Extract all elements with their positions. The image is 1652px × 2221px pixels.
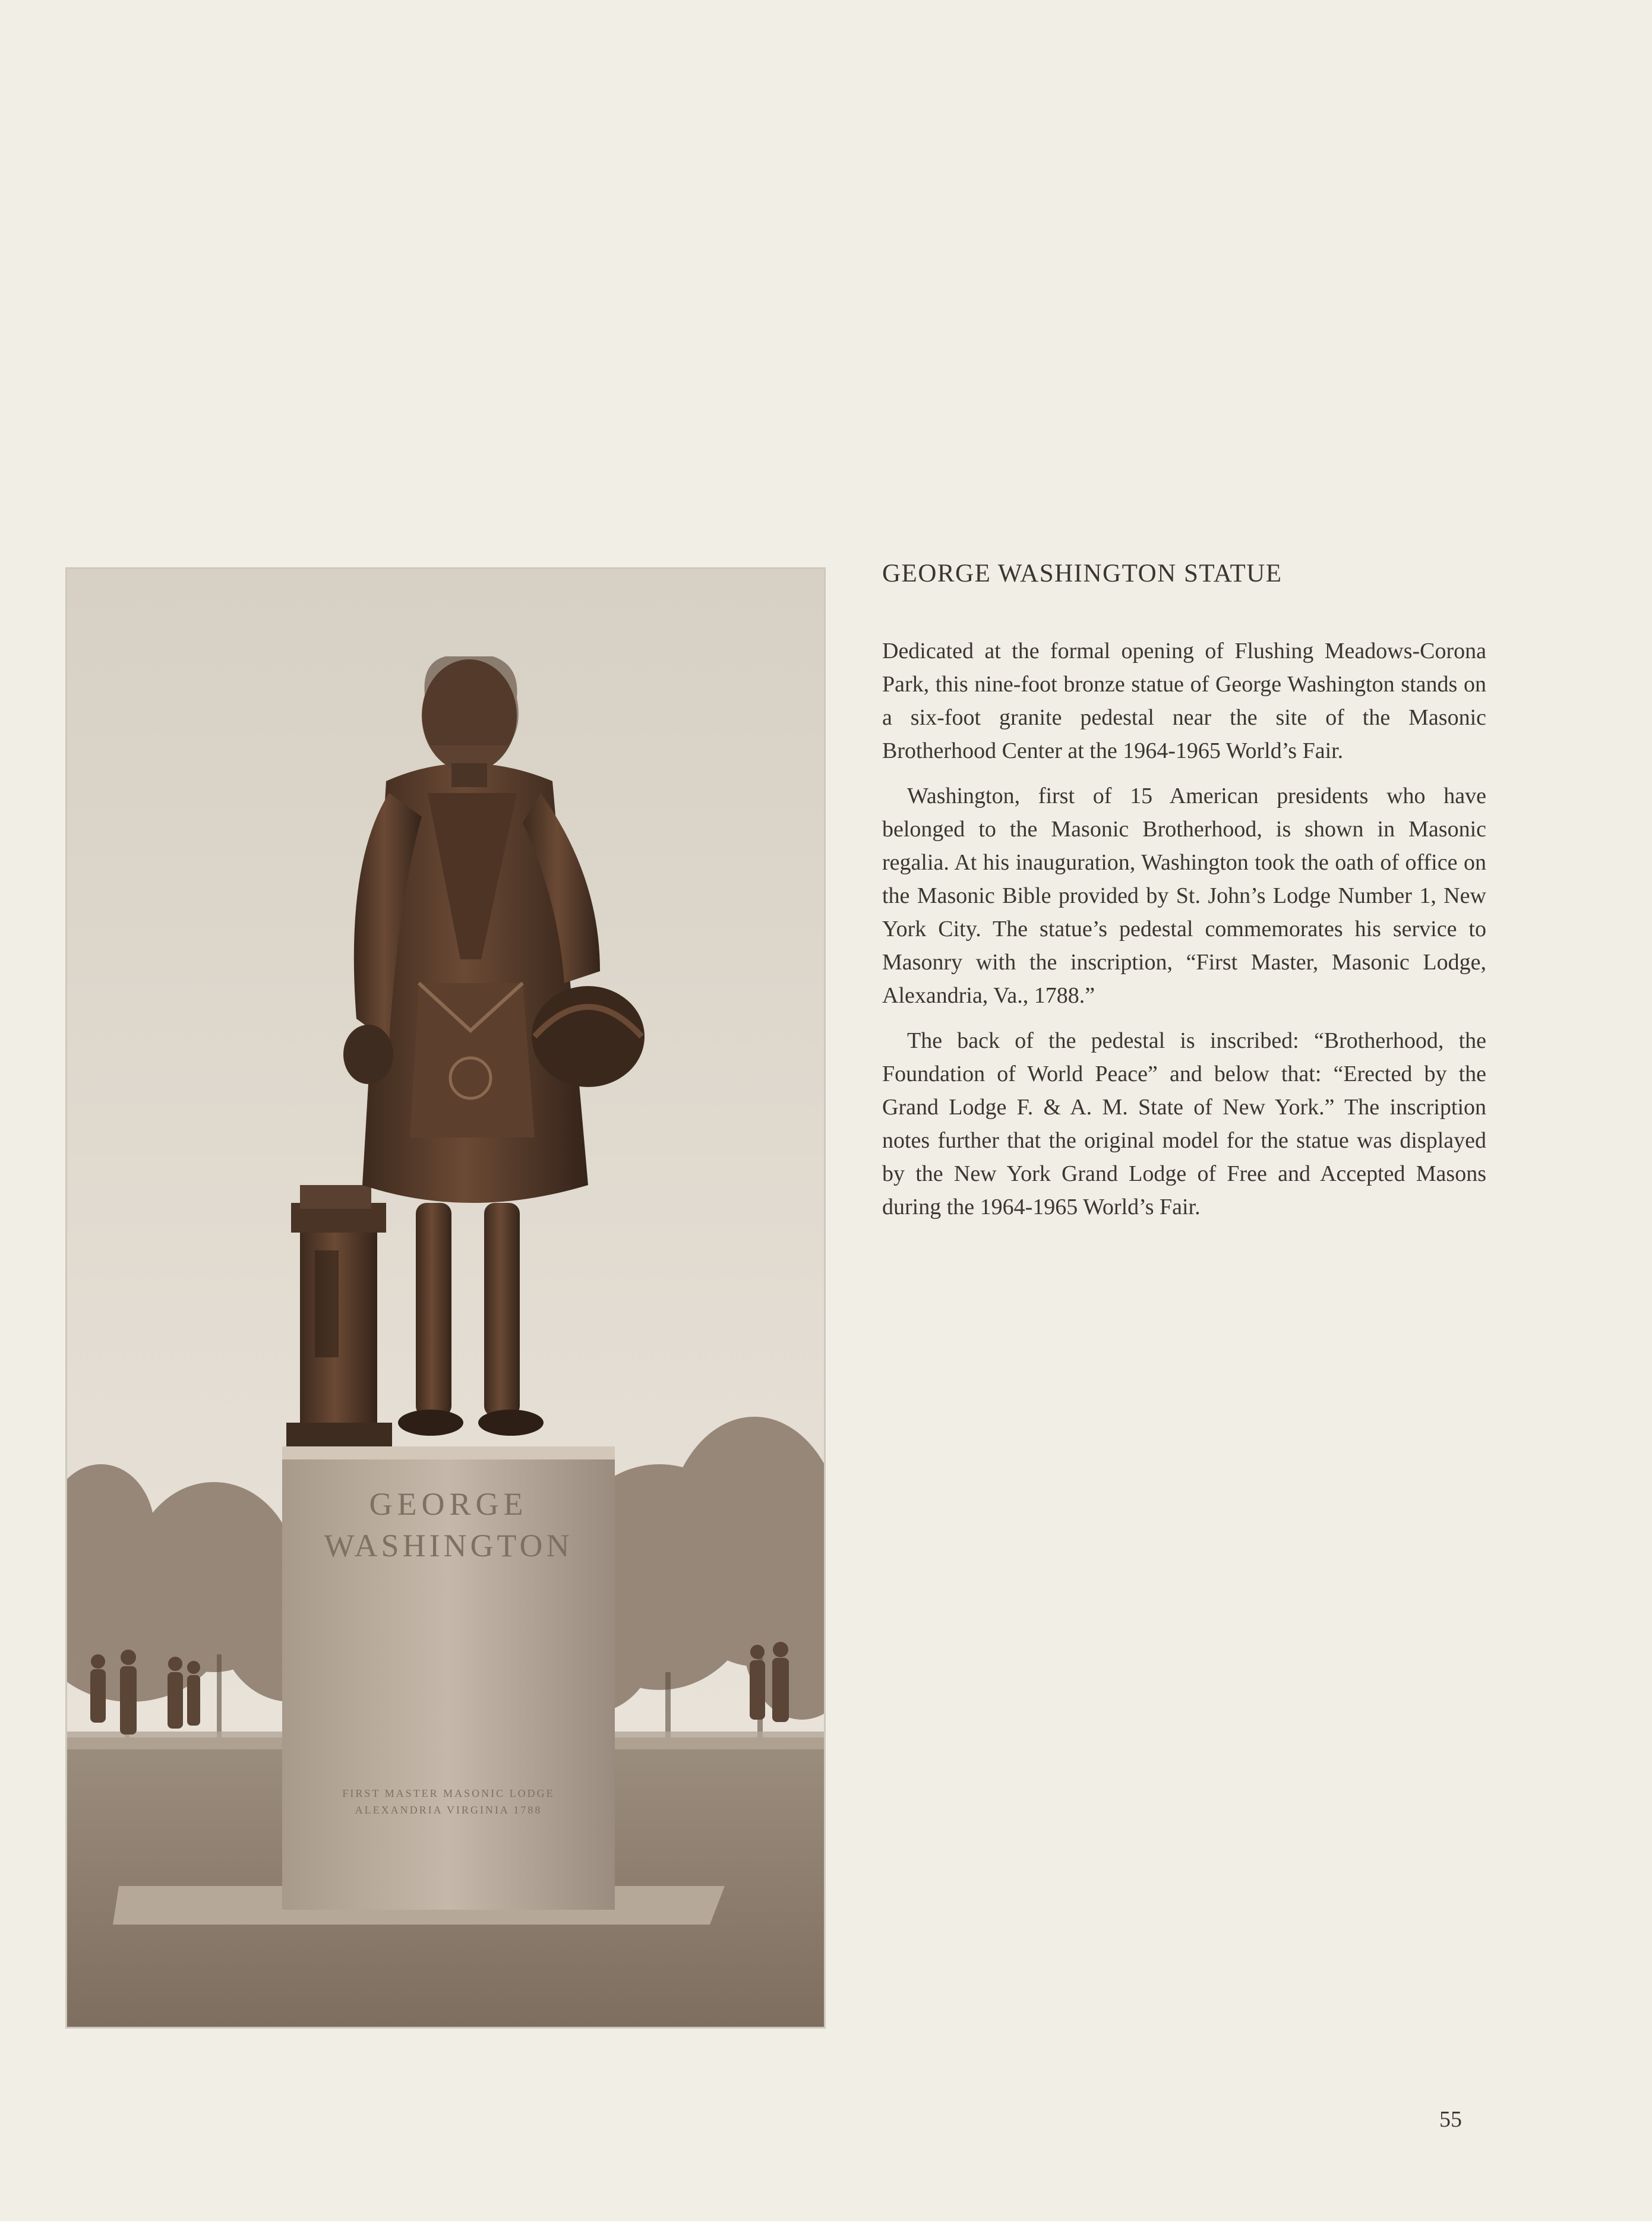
article	[882, 554, 1486, 1236]
article-heading: GEORGE WASHINGTON STATUE	[882, 560, 1283, 587]
article-paragraph-1: Dedicated at the formal opening of Flushing Meadows-Corona Park, this nine-foot bronze statue of George Washington stands on a six-foot granite pedestal near the site of the Masonic Brotherhood Center at the 1964-1965 World’s Fair.	[882, 639, 1486, 763]
article-paragraph-3: The back of the pedestal is inscribed: “Brotherhood, the Foundation of World Peace” and below that: “Erected by the Grand Lodge F. & A. M. State of New York.” The inscription notes further that the original model for the statue was displayed by the New York Grand Lodge of Free and Accepted Masons during the 1964-1965 World’s Fair.	[882, 1028, 1486, 1220]
pedestal-lower-inscription-line-2: ALEXANDRIA VIRGINIA 1788	[355, 1804, 542, 1816]
statue-illustration	[65, 567, 826, 2029]
pedestal-inscription-line-2: WASHINGTON	[324, 1528, 573, 1563]
page-number: 55	[1439, 2107, 1462, 2132]
article-paragraph-2: Washington, first of 15 American presidents who have belonged to the Masonic Brotherhood, is shown in Masonic regalia. At his inauguration, Washington took the oath of office on the Masonic Bible provided by St. John’s Lodge Number 1, New York City. The statue’s pedestal commemorates his service to Masonry with the inscription, “First Master, Masonic Lodge, Alexandria, Va., 1788.”	[882, 783, 1486, 1008]
pedestal-lower-inscription-line-1: FIRST MASTER MASONIC LODGE	[342, 1787, 555, 1799]
statue-photograph	[65, 567, 826, 2029]
statue-column	[286, 1185, 392, 1446]
pedestal-inscription-line-1: GEORGE	[369, 1486, 528, 1522]
